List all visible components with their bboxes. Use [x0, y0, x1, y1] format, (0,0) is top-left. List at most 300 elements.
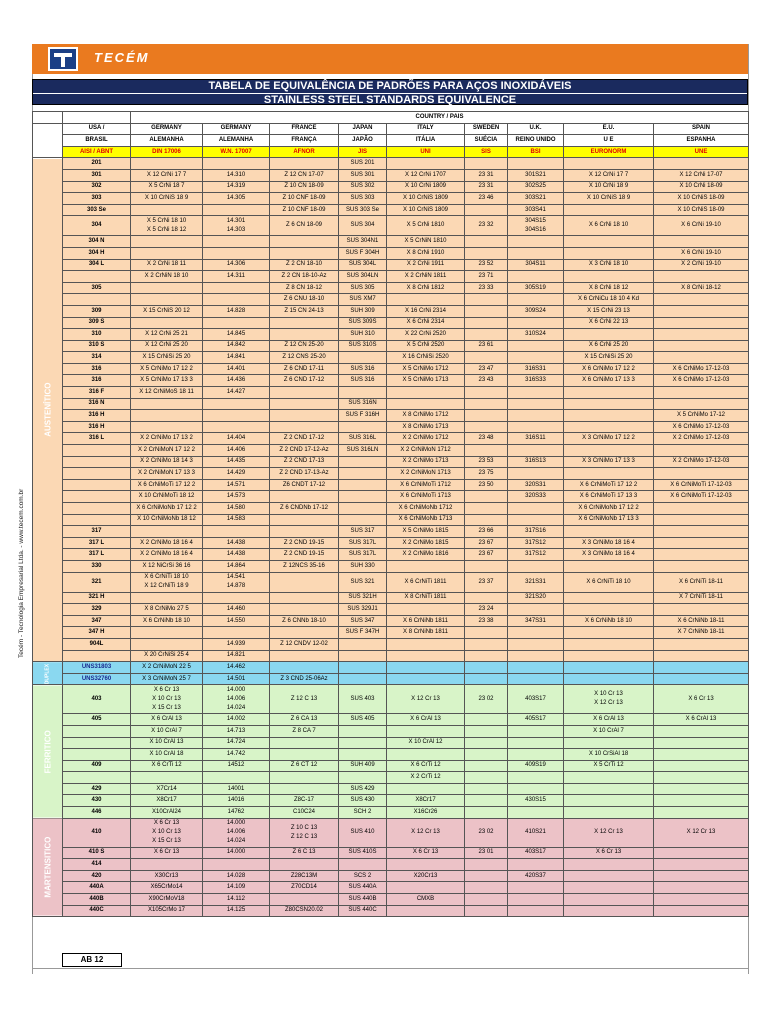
table-cell — [203, 627, 270, 639]
table-cell — [270, 760, 339, 772]
table-cell — [654, 491, 749, 503]
cell-text: X 12 CrNiMoS 18 11 — [139, 388, 194, 395]
table-cell — [654, 247, 749, 259]
aisi-cell — [63, 433, 131, 445]
aisi-cell — [63, 193, 131, 205]
table-cell — [508, 468, 564, 480]
table-cell — [131, 340, 203, 352]
table-cell — [131, 387, 203, 399]
cell-text: 904L — [89, 640, 104, 647]
table-cell — [508, 247, 564, 259]
cell-text: UNS31803 — [81, 663, 112, 670]
cell-text: 201 — [91, 160, 102, 167]
table-cell — [339, 317, 387, 329]
table-cell — [203, 714, 270, 726]
cell-text: 14.000 — [226, 820, 246, 827]
table-cell — [508, 725, 564, 737]
table-cell — [131, 271, 203, 283]
table-cell — [339, 604, 387, 616]
table-cell — [339, 387, 387, 399]
cell-text: 310S24 — [525, 330, 546, 337]
group-label-ferritico: FERRITICO — [33, 685, 63, 818]
table-cell — [508, 818, 564, 847]
cell-text: 14.580 — [226, 504, 246, 511]
table-cell — [387, 894, 465, 906]
table-cell — [270, 795, 339, 807]
table-cell — [564, 169, 654, 181]
cell-text: 23 32 — [478, 222, 494, 229]
table-cell — [203, 456, 270, 468]
table-cell — [339, 305, 387, 317]
cell-text: 14001 — [227, 785, 245, 792]
table-cell — [564, 271, 654, 283]
cell-text: 23 47 — [478, 365, 494, 372]
aisi-cell — [63, 592, 131, 604]
cell-text: X16Cr26 — [413, 808, 438, 815]
table-row — [33, 387, 749, 399]
cell-text: 14.435 — [226, 458, 246, 465]
table-cell — [270, 445, 339, 457]
table-cell — [508, 259, 564, 271]
table-cell — [203, 572, 270, 592]
table-cell — [387, 169, 465, 181]
cell-text: Z 15 CN 24-13 — [284, 307, 324, 314]
table-cell — [203, 905, 270, 917]
aisi-cell — [63, 905, 131, 917]
cell-text: 14.438 — [226, 539, 246, 546]
cell-text: 317S12 — [525, 551, 546, 558]
table-cell — [270, 772, 339, 784]
table-cell — [131, 317, 203, 329]
table-cell — [339, 650, 387, 662]
table-cell — [339, 236, 387, 248]
table-row — [33, 772, 749, 784]
header-country-cell: FRANCE — [270, 123, 339, 135]
cell-text: Z 6 CT 12 — [290, 762, 318, 769]
table-cell — [654, 905, 749, 917]
table-cell — [465, 526, 508, 538]
table-cell — [465, 375, 508, 387]
aisi-cell — [63, 859, 131, 871]
cell-text: SUS XM7 — [349, 296, 376, 303]
cell-text: 14.864 — [226, 562, 246, 569]
aisi-cell — [63, 795, 131, 807]
cell-text: X30Cr13 — [154, 872, 179, 879]
table-cell — [654, 340, 749, 352]
table-cell — [339, 662, 387, 674]
cell-text: SUS 201 — [350, 160, 375, 167]
aisi-cell — [63, 445, 131, 457]
cell-text: X 10 CrAl 7 — [593, 727, 624, 734]
table-row — [33, 468, 749, 480]
table-cell — [270, 882, 339, 894]
header-row-standards — [33, 146, 749, 158]
header-country-cell: USA / — [63, 123, 131, 135]
cell-text: 14.306 — [226, 261, 246, 268]
table-row — [33, 673, 749, 685]
table-cell — [465, 882, 508, 894]
table-cell — [203, 468, 270, 480]
cell-text: 316S31 — [525, 365, 546, 372]
table-cell — [654, 627, 749, 639]
cell-text: 317 L — [88, 551, 105, 558]
cell-text: Z 10 CN 18-09 — [284, 183, 324, 190]
cell-text: 329 — [91, 605, 102, 612]
cell-text: SUS 305 — [350, 284, 375, 291]
table-cell — [387, 560, 465, 572]
cell-text: Z 12 C 13 — [290, 833, 318, 840]
cell-text: 14016 — [227, 797, 245, 804]
cell-text: SUS 316N — [348, 400, 377, 407]
cell-text: X 12 CrNi 1707 — [404, 171, 447, 178]
tecem-logo-icon — [48, 47, 78, 71]
cell-text: 440A — [89, 884, 104, 891]
header-country-cell: ITALY — [387, 123, 465, 135]
aisi-cell — [63, 169, 131, 181]
cell-text: 23 66 — [478, 527, 494, 534]
table-cell — [564, 216, 654, 236]
table-cell — [339, 749, 387, 761]
cell-text: 304 H — [88, 249, 105, 256]
table-row — [33, 560, 749, 572]
cell-text: 14.401 — [226, 365, 246, 372]
cell-text: X 8 CrNiTi 1811 — [404, 594, 447, 601]
table-cell — [654, 859, 749, 871]
table-cell — [654, 795, 749, 807]
table-cell — [564, 818, 654, 847]
table-cell — [508, 560, 564, 572]
cell-text: 446 — [91, 808, 102, 815]
table-cell — [508, 638, 564, 650]
table-cell — [508, 526, 564, 538]
cell-text: X105CrMo 17 — [147, 907, 186, 914]
header-country-pt-cell: ESPANHA — [654, 135, 749, 147]
table-row — [33, 572, 749, 592]
cell-text: X 5 CrNi 1810 — [406, 222, 445, 229]
table-cell — [339, 526, 387, 538]
table-cell — [387, 479, 465, 491]
table-cell — [564, 479, 654, 491]
table-cell — [339, 340, 387, 352]
cell-text: X 10 CrNiMoNb 18 12 — [137, 516, 196, 523]
table-row — [33, 737, 749, 749]
cell-text: X 6 CrAl 13 — [410, 716, 441, 723]
table-cell — [564, 604, 654, 616]
table-cell — [270, 638, 339, 650]
group-label-duplex: DUPLEX — [33, 662, 63, 685]
table-cell — [654, 445, 749, 457]
cell-text: 414 — [91, 861, 102, 868]
table-cell — [465, 294, 508, 306]
table-row — [33, 749, 749, 761]
table-cell — [270, 305, 339, 317]
table-cell — [131, 247, 203, 259]
table-cell — [131, 398, 203, 410]
aisi-cell — [63, 650, 131, 662]
table-cell — [203, 158, 270, 170]
table-row — [33, 445, 749, 457]
table-cell — [465, 259, 508, 271]
cell-text: X 6 CrNiMoNb 1712 — [398, 504, 453, 511]
table-row — [33, 236, 749, 248]
table-cell — [270, 181, 339, 193]
table-cell — [508, 807, 564, 819]
cell-text: 302 — [91, 183, 102, 190]
table-cell — [270, 169, 339, 181]
cell-text: 321S20 — [525, 594, 546, 601]
cell-text: X20Cr13 — [413, 872, 438, 879]
equivalence-table — [32, 111, 749, 917]
cell-text: 14512 — [227, 762, 245, 769]
table-cell — [465, 549, 508, 561]
table-cell — [270, 749, 339, 761]
cell-text: 317S16 — [525, 527, 546, 534]
cell-text: 14.024 — [226, 704, 246, 711]
table-cell — [203, 491, 270, 503]
aisi-cell — [63, 572, 131, 592]
cell-text: Z 2 CND 17-12-Az — [279, 446, 329, 453]
cell-text: X 15 CrNiSi 25 20 — [584, 354, 633, 361]
cell-text: SUS 303 — [350, 194, 375, 201]
cell-text: X 5 CrNi 18 12 — [146, 226, 187, 233]
table-cell — [339, 572, 387, 592]
table-cell — [654, 193, 749, 205]
cell-text: Z 6 CN 18-09 — [285, 222, 322, 229]
table-cell — [270, 410, 339, 422]
table-cell — [270, 818, 339, 847]
table-cell — [387, 193, 465, 205]
table-cell — [465, 905, 508, 917]
header-blank — [63, 112, 131, 124]
cell-text: X 8 CrNiMo 1713 — [402, 423, 449, 430]
table-cell — [387, 158, 465, 170]
table-cell — [465, 725, 508, 737]
cell-text: 14.125 — [226, 907, 246, 914]
header-row-countries-pt — [33, 135, 749, 147]
table-cell — [203, 352, 270, 364]
table-cell — [465, 749, 508, 761]
header-row-country — [33, 112, 749, 124]
table-cell — [131, 352, 203, 364]
cell-text: 309 S — [88, 319, 105, 326]
aisi-cell — [63, 549, 131, 561]
table-cell — [465, 491, 508, 503]
table-cell — [131, 204, 203, 216]
cell-text: X 6 Cr 13 — [153, 686, 180, 693]
cell-text: 14.028 — [226, 872, 246, 879]
cell-text: X 2 CrNiMo 18 16 4 — [140, 539, 193, 546]
table-cell — [131, 169, 203, 181]
cell-text: SUH 330 — [350, 562, 375, 569]
cell-text: 316 N — [88, 400, 105, 407]
table-cell — [339, 772, 387, 784]
cell-text: X 6 CrNiMoNb 1713 — [398, 516, 453, 523]
cell-text: X 6 CrNiMoNb 17 12 2 — [578, 504, 639, 511]
table-row — [33, 193, 749, 205]
table-cell — [465, 714, 508, 726]
table-cell — [203, 870, 270, 882]
cell-text: 347S31 — [525, 617, 546, 624]
table-cell — [508, 387, 564, 399]
cell-text: CMXB — [416, 895, 435, 902]
cell-text: SUS 317L — [348, 539, 377, 546]
aisi-cell — [63, 604, 131, 616]
cell-text: X 12 Cr 13 — [594, 829, 623, 836]
table-cell — [465, 204, 508, 216]
table-cell — [564, 859, 654, 871]
table-cell — [564, 560, 654, 572]
table-cell — [387, 772, 465, 784]
cell-text: X 20 CrNiSi 25 4 — [144, 652, 189, 659]
table-cell — [564, 673, 654, 685]
cell-text: SUS F 304H — [345, 249, 380, 256]
table-cell — [131, 638, 203, 650]
table-cell — [131, 737, 203, 749]
title-en: STAINLESS STEEL STANDARDS EQUIVALENCE — [33, 93, 747, 106]
aisi-cell — [63, 247, 131, 259]
table-cell — [203, 271, 270, 283]
table-cell — [465, 795, 508, 807]
cell-text: 405 — [91, 716, 102, 723]
table-cell — [203, 772, 270, 784]
table-cell — [654, 870, 749, 882]
table-cell — [270, 468, 339, 480]
cell-text: Z 6 CND 17-12 — [283, 377, 325, 384]
cell-text: X 2 CrNi 19-10 — [681, 261, 721, 268]
table-cell — [270, 714, 339, 726]
table-cell — [654, 181, 749, 193]
table-cell — [339, 673, 387, 685]
header-standard-cell: JIS — [339, 146, 387, 158]
table-cell — [270, 673, 339, 685]
aisi-cell — [63, 181, 131, 193]
table-cell — [508, 340, 564, 352]
table-cell — [203, 329, 270, 341]
cell-text: 321S31 — [525, 578, 546, 585]
table-cell — [508, 673, 564, 685]
table-cell — [654, 592, 749, 604]
table-cell — [387, 503, 465, 515]
cell-text: 14.742 — [226, 750, 246, 757]
table-cell — [270, 894, 339, 906]
cell-text: 429 — [91, 785, 102, 792]
table-cell — [131, 491, 203, 503]
header-blank — [33, 112, 63, 124]
table-cell — [465, 181, 508, 193]
aisi-cell — [63, 673, 131, 685]
table-cell — [465, 445, 508, 457]
aisi-cell — [63, 352, 131, 364]
table-cell — [203, 204, 270, 216]
cell-text: 316S13 — [525, 458, 546, 465]
aisi-cell — [63, 749, 131, 761]
table-cell — [203, 592, 270, 604]
cell-text: Z 2 CND 17-12 — [283, 435, 325, 442]
table-cell — [654, 560, 749, 572]
table-cell — [387, 421, 465, 433]
header-country-pt-cell: ITÁLIA — [387, 135, 465, 147]
table-cell — [508, 604, 564, 616]
table-cell — [508, 433, 564, 445]
cell-text: 316S11 — [525, 435, 546, 442]
cell-text: 304 — [91, 222, 102, 229]
table-cell — [508, 870, 564, 882]
aisi-cell — [63, 158, 131, 170]
aisi-cell — [63, 847, 131, 859]
table-cell — [654, 294, 749, 306]
cell-text: X 12 Cr 13 — [411, 695, 440, 702]
table-cell — [654, 737, 749, 749]
aisi-cell — [63, 882, 131, 894]
table-cell — [270, 604, 339, 616]
cell-text: X 10 Cr 13 — [152, 829, 181, 836]
table-cell — [465, 662, 508, 674]
table-row — [33, 181, 749, 193]
table-cell — [387, 329, 465, 341]
aisi-cell — [63, 259, 131, 271]
table-cell — [339, 352, 387, 364]
cell-text: 14.436 — [226, 377, 246, 384]
table-cell — [654, 236, 749, 248]
table-cell — [270, 259, 339, 271]
cell-text: X 6 CrNi 22 13 — [588, 319, 629, 326]
cell-text: SCH 2 — [353, 808, 372, 815]
table-cell — [654, 818, 749, 847]
cell-text: X 6 CrNiMoNb 17 12 2 — [136, 504, 197, 511]
table-cell — [203, 216, 270, 236]
header-country-cell: U.K. — [508, 123, 564, 135]
cell-text: Z 10 CNF 18-09 — [282, 194, 326, 201]
table-cell — [465, 847, 508, 859]
table-cell — [654, 305, 749, 317]
table-cell — [339, 421, 387, 433]
cell-text: 304 L — [88, 261, 105, 268]
table-cell — [339, 282, 387, 294]
cell-text: X 6 CrTi 12 — [410, 762, 441, 769]
header-country-pt-cell: U E — [564, 135, 654, 147]
table-cell — [564, 662, 654, 674]
table-cell — [339, 503, 387, 515]
cell-text: Z 2 CND 17-13-Az — [279, 470, 329, 477]
table-cell — [564, 749, 654, 761]
cell-text: 14.002 — [226, 716, 246, 723]
table-cell — [203, 421, 270, 433]
table-cell — [564, 882, 654, 894]
table-cell — [654, 216, 749, 236]
cell-text: 316 L — [88, 435, 105, 442]
header-standard-cell: SIS — [465, 146, 508, 158]
cell-text: X 8 CrNiMo 1712 — [402, 412, 449, 419]
cell-text: Z 12 CNS 25-20 — [282, 354, 326, 361]
cell-text: Z80CSN20.02 — [284, 907, 324, 914]
table-cell — [508, 662, 564, 674]
table-cell — [131, 468, 203, 480]
table-cell — [387, 627, 465, 639]
table-cell — [131, 503, 203, 515]
cell-text: X 12 Cr 13 — [594, 700, 623, 707]
cell-text: 23 01 — [478, 849, 494, 856]
table-cell — [387, 615, 465, 627]
table-cell — [131, 749, 203, 761]
table-cell — [131, 526, 203, 538]
table-cell — [465, 271, 508, 283]
cell-text: X 5 CrNiMo 1712 — [402, 365, 449, 372]
table-cell — [508, 445, 564, 457]
cell-text: 403S17 — [525, 695, 546, 702]
cell-text: 14.006 — [226, 829, 246, 836]
cell-text: 440B — [89, 895, 104, 902]
header-country-cell: SPAIN — [654, 123, 749, 135]
